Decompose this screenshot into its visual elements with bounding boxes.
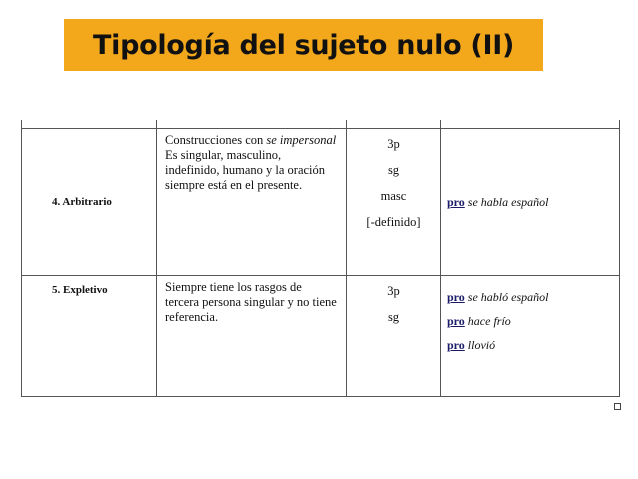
table-row	[22, 276, 620, 397]
feature-value: 3p	[387, 137, 400, 151]
example-line	[447, 285, 619, 309]
examples-cell	[441, 129, 620, 276]
example-line	[447, 333, 619, 357]
examples-cell	[441, 276, 620, 397]
feature-value: sg	[387, 163, 400, 177]
category-cell: 4. Arbitrario	[22, 129, 157, 276]
description-text: Es singular, masculino, indefinido, humano y la oración siempre está en el presente.	[165, 148, 326, 192]
pro-label: pro	[447, 290, 465, 304]
description-cell	[157, 129, 347, 276]
features-cell	[347, 276, 441, 397]
example-line	[447, 190, 619, 214]
description-cell	[157, 276, 347, 397]
typology-table	[21, 120, 620, 397]
example-sentence: se habló español	[467, 290, 549, 304]
example-line	[447, 309, 619, 333]
page-title: Tipología del sujeto nulo (II)	[93, 29, 514, 61]
feature-value: [-definido]	[366, 215, 421, 229]
feature-value: 3p	[387, 284, 400, 298]
description-text: Siempre tiene los rasgos de tercera persona singular y no tiene referencia.	[165, 280, 337, 324]
feature-value: sg	[387, 310, 400, 324]
table-resize-handle[interactable]	[614, 403, 621, 410]
title-banner	[64, 19, 543, 71]
example-sentence: llovió	[467, 338, 496, 352]
example-sentence: se habla español	[467, 195, 549, 209]
table-row-top-stub	[22, 120, 620, 129]
description-italic: se impersonal	[266, 133, 337, 147]
features-cell	[347, 129, 441, 276]
category-cell: 5. Expletivo	[22, 276, 157, 397]
pro-label: pro	[447, 314, 465, 328]
feature-value: masc	[380, 189, 407, 203]
pro-label: pro	[447, 195, 465, 209]
pro-label: pro	[447, 338, 465, 352]
table-row	[22, 129, 620, 276]
description-text: Construcciones con	[165, 133, 267, 147]
example-sentence: hace frío	[467, 314, 511, 328]
